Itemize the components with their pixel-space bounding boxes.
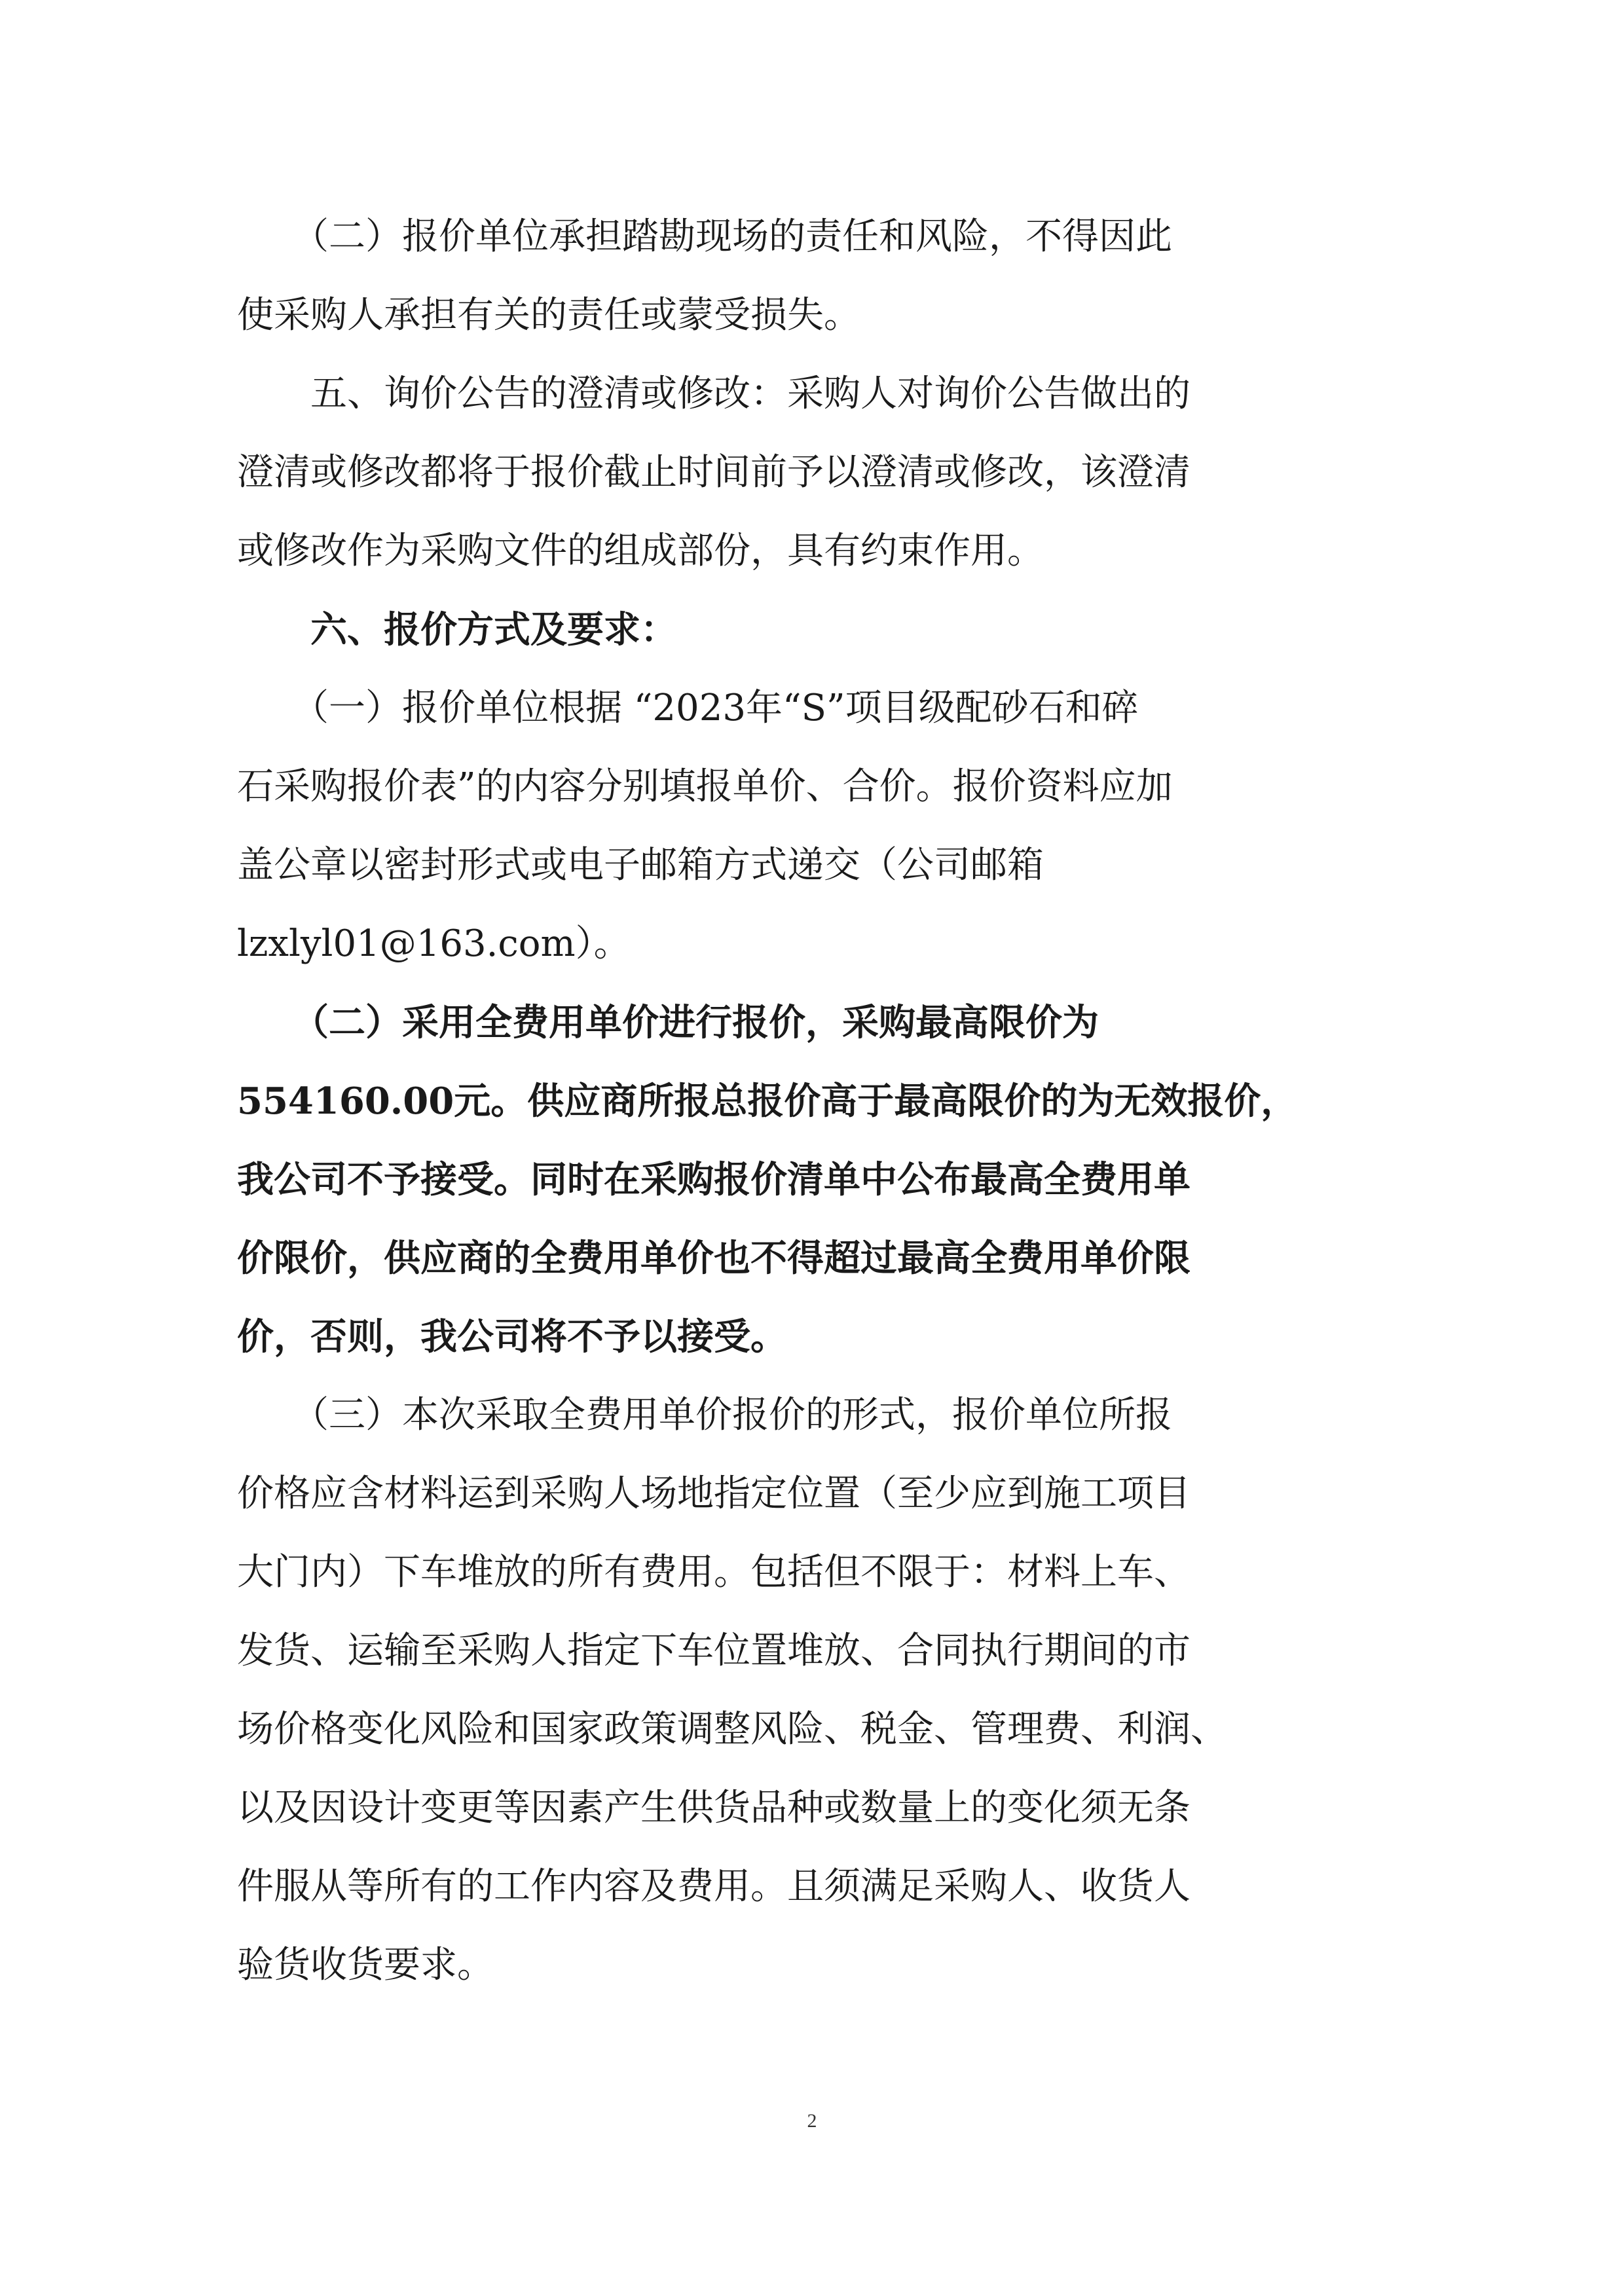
item-one-line-2: 石采购报价表”的内容分别填报单价、合价。报价资料应加 xyxy=(237,765,1173,808)
section-six-heading: 六、报价方式及要求： xyxy=(237,608,677,651)
item-three-line-8: 验货收货要求。 xyxy=(237,1944,494,1986)
section-five-line-2: 澄清或修改都将于报价截止时间前予以澄清或修改，该澄清 xyxy=(237,451,1190,494)
section-five-line-1: 五、询价公告的澄清或修改：采购人对询价公告做出的 xyxy=(237,373,1190,415)
item-two-line-3: 我公司不予接受。同时在采购报价清单中公布最高全费用单 xyxy=(237,1158,1190,1201)
page-number: 2 xyxy=(807,2110,817,2132)
paragraph-line-2: 使采购人承担有关的责任或蒙受损失。 xyxy=(237,294,860,337)
item-two-line-2: 554160.00元。供应商所报总报价高于最高限价的为无效报价， xyxy=(237,1080,1298,1123)
item-one-line-3: 盖公章以密封形式或电子邮箱方式递交（公司邮箱 xyxy=(237,844,1044,886)
paragraph-line-1: （二）报价单位承担踏勘现场的责任和风险，不得因此 xyxy=(237,215,1172,258)
item-three-line-1: （三）本次采取全费用单价报价的形式，报价单位所报 xyxy=(237,1394,1172,1436)
item-three-line-5: 场价格变化风险和国家政策调整风险、税金、管理费、利润、 xyxy=(237,1708,1227,1751)
item-one-line-1: （一）报价单位根据 “2023年“S”项目级配砂石和碎 xyxy=(237,687,1139,729)
item-three-line-3: 大门内）下车堆放的所有费用。包括但不限于：材料上车、 xyxy=(237,1551,1190,1594)
item-two-line-4: 价限价，供应商的全费用单价也不得超过最高全费用单价限 xyxy=(237,1237,1190,1280)
item-one-email: lzxlyl01@163.com）。 xyxy=(237,922,631,965)
item-three-line-2: 价格应含材料运到采购人场地指定位置（至少应到施工项目 xyxy=(237,1472,1190,1515)
item-two-line-5: 价，否则，我公司将不予以接受。 xyxy=(237,1315,787,1358)
item-three-line-6: 以及因设计变更等因素产生供货品种或数量上的变化须无条 xyxy=(237,1787,1190,1829)
item-three-line-4: 发货、运输至采购人指定下车位置堆放、合同执行期间的市 xyxy=(237,1630,1190,1672)
item-two-line-1: （二）采用全费用单价进行报价，采购最高限价为 xyxy=(237,1001,1099,1044)
item-three-line-7: 件服从等所有的工作内容及费用。且须满足采购人、收货人 xyxy=(237,1865,1190,1908)
section-five-line-3: 或修改作为采购文件的组成部份，具有约束作用。 xyxy=(237,530,1044,572)
